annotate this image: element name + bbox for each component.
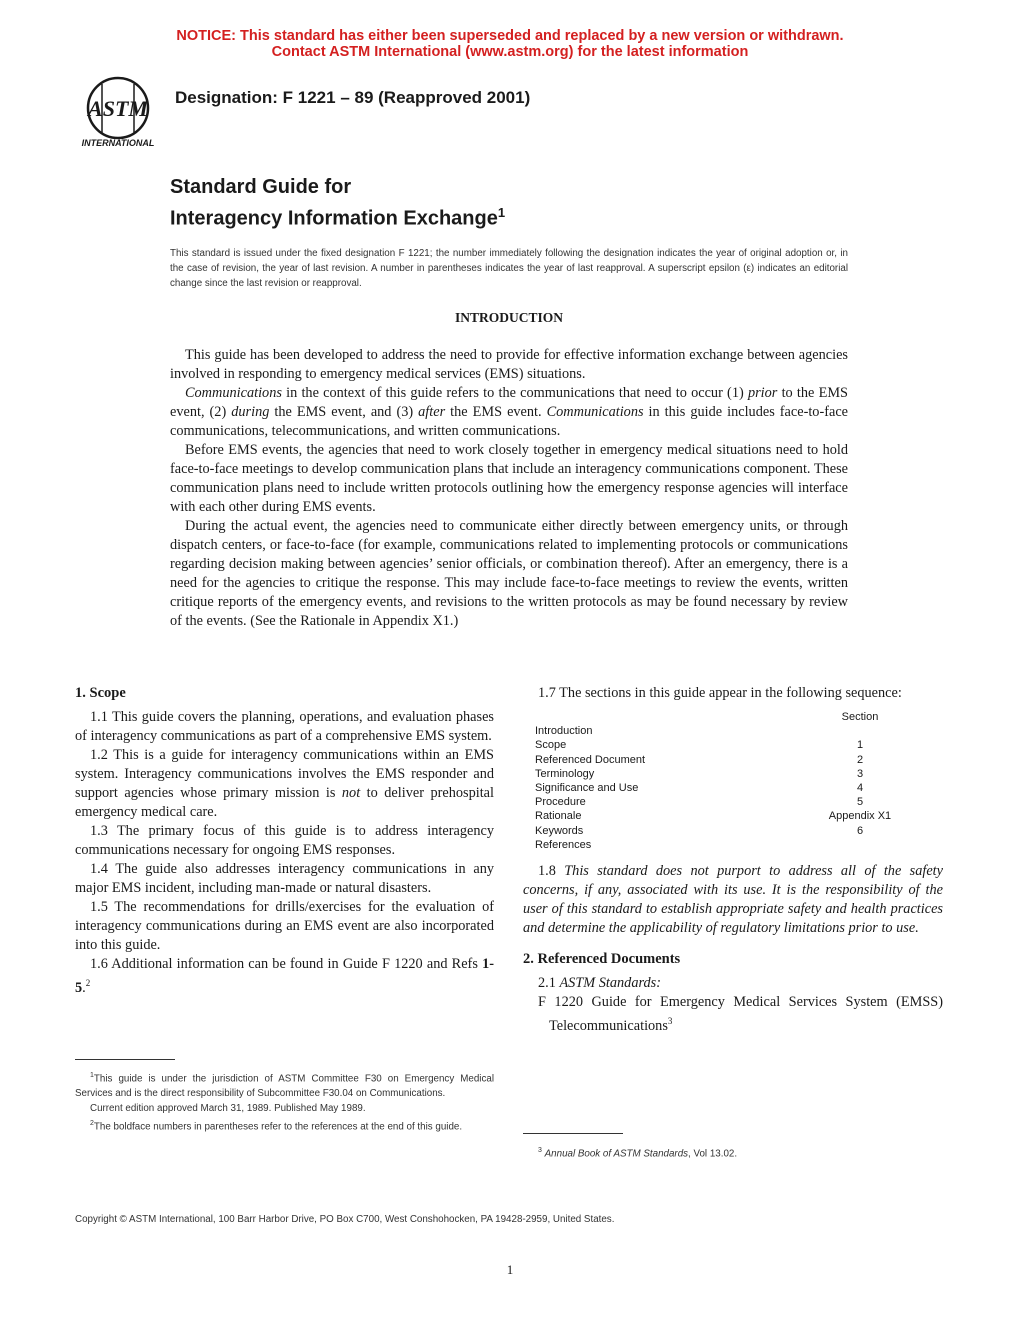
table-row: Keywords 6 (535, 824, 864, 837)
table-row: Significance and Use 4 (535, 782, 864, 795)
intro-paragraph-4: During the actual event, the agencies need to communicate either directly between emergency units, or through dispatch centers, or face-to-face (for example, communications related to implementing protocols or communications regarding decision making between agencies’ senior officials, or combination thereof). After an emergency, there is a need for the agencies to critique the response. This may include face-to-face meetings to review the events, written critique reports of the emergency events, and revisions to the written protocols as may be found necessary by review of the events. (See the Rationale in Appendix X1.) (170, 518, 848, 629)
footnotes-right (523, 1143, 943, 1161)
table-row: Rationale Appendix X1 (535, 810, 892, 823)
scope-heading: 1. Scope (75, 685, 126, 701)
title-line-2: Interagency Information Exchange (170, 207, 498, 230)
referenced-heading: 2. Referenced Documents (523, 951, 681, 968)
introduction-heading: INTRODUCTION (454, 310, 563, 325)
notice-line-2: Contact ASTM International (www.astm.org) for the latest information (271, 44, 749, 60)
designation: Designation: F 1221 – 89 (Reapproved 2001) (175, 88, 531, 107)
footnote-1: $^1$This guide is under the jurisdiction of ASTM Committee F30 on Emergency Medical Services and is the direct responsibility of Subcommittee F30.04 on Communications. (75, 1072, 494, 1100)
footnote-rule-right (523, 1133, 623, 1134)
notice-line-1: NOTICE: This standard has either been superseded and replaced by a new version or withdrawn. (176, 28, 844, 44)
left-column (75, 684, 494, 998)
footnote-rule-left (75, 1059, 175, 1060)
intro-paragraph-2: Communications in the context of this guide refers to the communications that need to occur (1) prior to the EMS event, (2) during the EMS event, and (3) after the EMS event. Communications in this guide includes face-to-face communications, telecommunications, and written communications. (170, 385, 849, 439)
referenced-2-1: 2.1 ASTM Standards: (538, 975, 661, 992)
referenced-item: F 1220 Guide for Emergency Medical Services System (EMSS) Telecommunications$^3$ (538, 994, 943, 1034)
footnote-2: $^2$The boldface numbers in parentheses refer to the references at the end of this guide. (90, 1120, 463, 1133)
scope-1-4: 1.4 The guide also addresses interagency communications in any major EMS incident, including man-made or natural disasters. (75, 861, 494, 896)
table-row: Terminology 3 (535, 767, 864, 780)
copyright: Copyright © ASTM International, 100 Barr Harbor Drive, PO Box C700, West Conshohocken, PA 19428-2959, United States. (75, 1214, 615, 1225)
title-line-1: Standard Guide for (170, 176, 352, 198)
table-row: References (535, 838, 592, 851)
scope-1-2: 1.2 This is a guide for interagency communications within an EMS system. Interagency communications involves the EMS responder and support agencies whose primary mission is not to deliver prehospital emergency medical care. (75, 747, 494, 820)
section-table-header: Section (841, 711, 879, 723)
astm-logo (72, 74, 164, 152)
scope-1-8: 1.8 This standard does not purport to address all of the safety concerns, if any, associated with its use. It is the responsibility of the user of this standard to establish appropriate safety and health practices and determine the applicability of regulatory limitations prior to use. (523, 863, 943, 937)
right-column (523, 684, 943, 1036)
document-title (170, 174, 505, 232)
withdrawal-notice (0, 28, 1020, 60)
logo-caption: INTERNATIONAL (81, 138, 155, 148)
logo-letters: ASTM (88, 96, 148, 121)
scope-1-6: 1.6 Additional information can be found in Guide F 1220 and Refs 1-5.$^2$ (75, 956, 494, 996)
table-row: Procedure 5 (535, 796, 864, 809)
table-row: Introduction (535, 725, 593, 738)
issued-note: This standard is issued under the fixed designation F 1221; the number immediately following the designation indicates the year of original adoption or, in the case of revision, the year of last revision. A number in parentheses indicates the year of last reapproval. A superscript epsilon (ε) indicates an editorial change since the last revision or reapproval. (170, 248, 848, 289)
introduction-body (170, 346, 848, 631)
table-row: Scope 1 (535, 739, 864, 752)
scope-1-3: 1.3 The primary focus of this guide is to address interagency communications necessary for ongoing EMS responses. (75, 823, 494, 858)
scope-1-7: 1.7 The sections in this guide appear in the following sequence: (538, 685, 902, 701)
page-number: 1 (506, 1262, 514, 1277)
title-footnote-mark: 1 (497, 205, 506, 220)
section-table (535, 710, 905, 852)
intro-paragraph-3: Before EMS events, the agencies that need to work closely together in emergency medical situations need to hold face-to-face meetings to develop communication plans that include an interagency communications component. These communication plans need to include written protocols outlining how the emergency response agencies will interface with each other during EMS events. (170, 442, 848, 515)
scope-1-5: 1.5 The recommendations for drills/exercises for the evaluation of interagency communications during an EMS event are also incorporated into this guide. (75, 899, 494, 953)
footnotes-left (75, 1068, 494, 1135)
footnote-3: $^3$ Annual Book of ASTM Standards, Vol 13.02. (538, 1147, 738, 1160)
table-row: Referenced Document 2 (535, 753, 864, 766)
scope-1-1: 1.1 This guide covers the planning, operations, and evaluation phases of interagency communications as part of a comprehensive EMS system. (75, 709, 494, 744)
intro-paragraph-1: This guide has been developed to address the need to provide for effective information exchange between agencies involved in responding to emergency medical services (EMS) situations. (170, 347, 848, 382)
footnote-1b: Current edition approved March 31, 1989. Published May 1989. (90, 1103, 366, 1115)
